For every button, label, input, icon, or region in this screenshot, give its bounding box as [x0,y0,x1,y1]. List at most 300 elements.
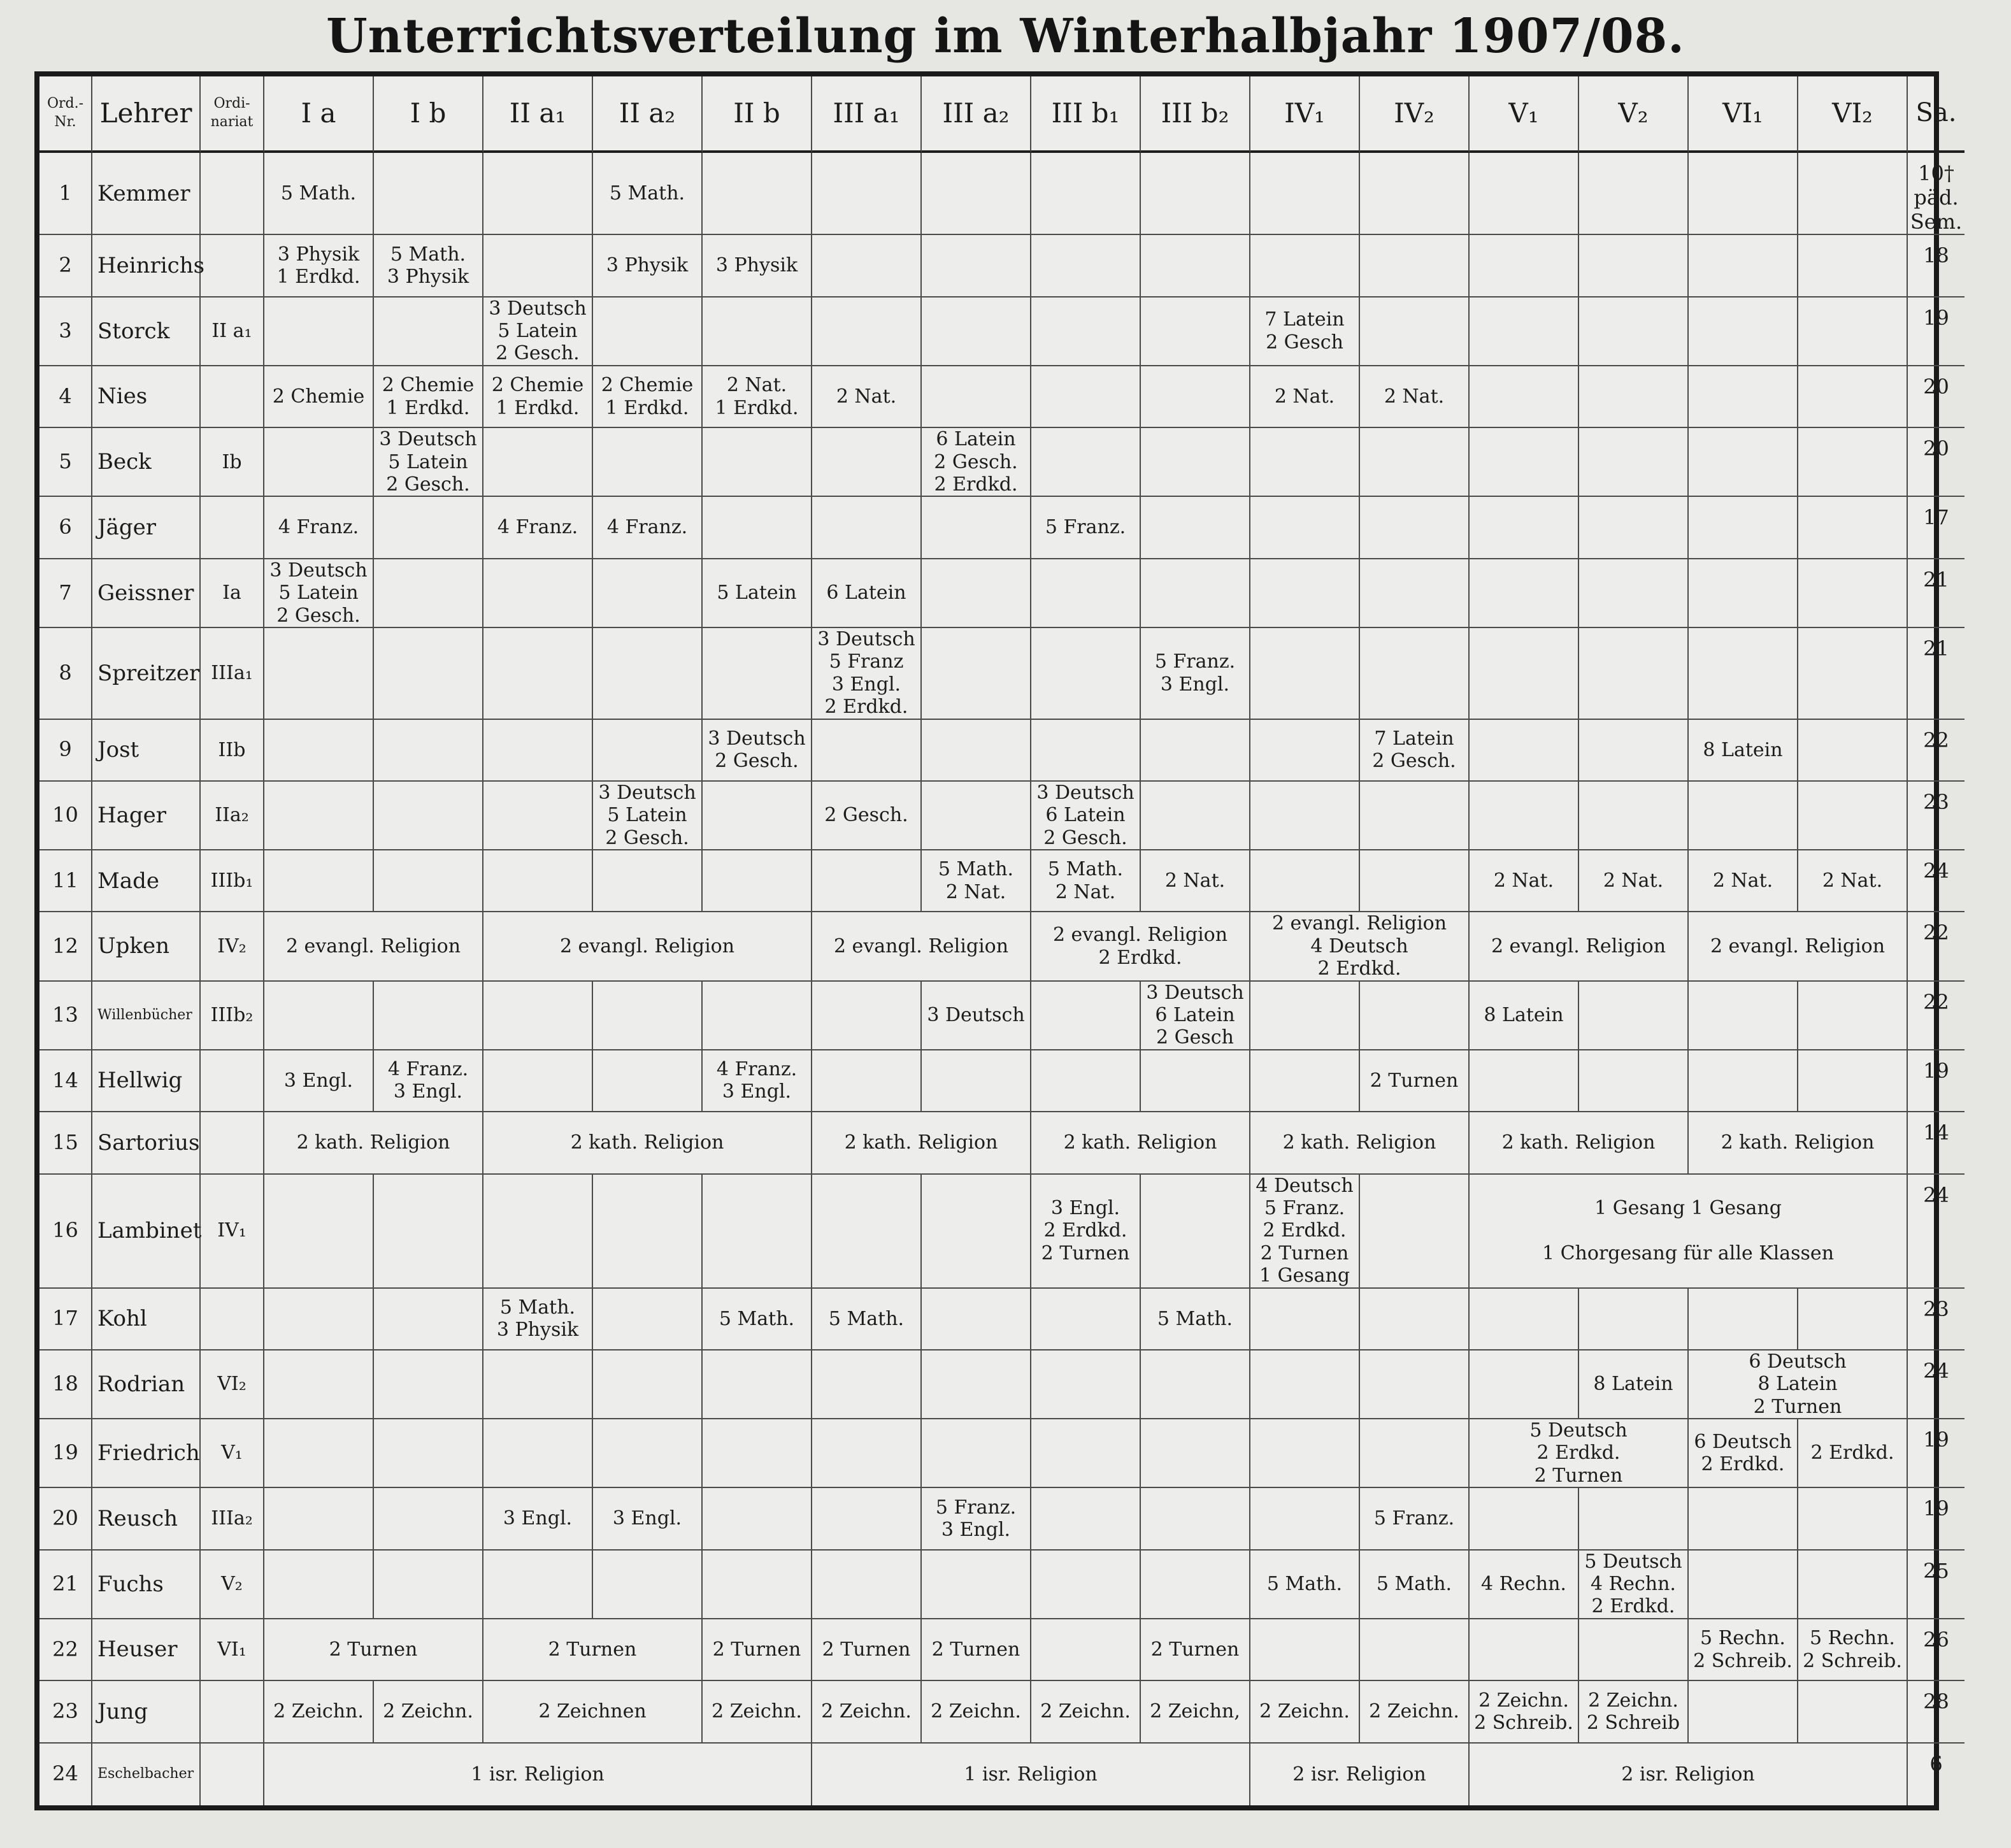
ordinariat [201,1112,264,1174]
empty-cell [812,297,922,366]
empty-cell [1250,497,1360,559]
empty-cell [483,428,593,497]
lesson-cell: 2 Turnen [812,1619,922,1681]
empty-cell [1470,366,1579,428]
empty-cell [1250,1350,1360,1419]
empty-cell [593,982,703,1050]
lesson-cell: 2 Turnen [1141,1619,1250,1681]
empty-cell [1579,1289,1689,1350]
lesson-cell: 3 Deutsch 5 Latein 2 Gesch. [483,297,593,366]
empty-cell [1579,428,1689,497]
empty-cell [1470,1289,1579,1350]
lesson-cell: 2 Zeichnen [483,1681,703,1743]
lesson-cell: 2 Nat. [1360,366,1470,428]
empty-cell [922,1551,1031,1619]
lesson-cell: 5 Franz. [1360,1488,1470,1550]
lesson-cell: 2 Zeichn. [922,1681,1031,1743]
empty-cell [264,850,374,912]
lesson-cell: 2 Turnen [264,1619,483,1681]
ordinariat [201,1050,264,1112]
empty-cell [922,497,1031,559]
lesson-cell: 2 Nat. [1689,850,1798,912]
ordinariat [201,153,264,235]
row-number: 13 [39,982,92,1050]
empty-cell [1031,1050,1141,1112]
lesson-cell: 2 Zeichn. 2 Schreib. [1470,1681,1579,1743]
lesson-cell: 5 Math. [264,153,374,235]
empty-cell [703,428,812,497]
empty-cell [1689,497,1798,559]
lesson-cell: 5 Math. [593,153,703,235]
lesson-cell: 3 Deutsch 5 Latein 2 Gesch. [374,428,483,497]
header-cell: II a₂ [593,76,703,153]
lesson-cell: 4 Franz. 3 Engl. [703,1050,812,1112]
empty-cell [1360,1289,1470,1350]
header-cell: Ord.- Nr. [39,76,92,153]
ordinariat: IIIa₁ [201,628,264,720]
empty-cell [593,1050,703,1112]
empty-cell [1470,782,1579,850]
lesson-cell: 2 Zeichn. [264,1681,374,1743]
empty-cell [812,153,922,235]
empty-cell [1798,628,1908,720]
empty-cell [483,235,593,297]
teacher-name: Storck [92,297,201,366]
lesson-cell: 4 Franz. [593,497,703,559]
lesson-cell: 2 isr. Religion [1250,1744,1470,1805]
empty-cell [1031,297,1141,366]
lesson-cell: 5 Rechn. 2 Schreib. [1689,1619,1798,1681]
empty-cell [1579,1488,1689,1550]
lesson-cell: 3 Deutsch 6 Latein 2 Gesch [1141,982,1250,1050]
empty-cell [1360,1175,1470,1289]
ordinariat: VI₁ [201,1619,264,1681]
empty-cell [1031,559,1141,628]
empty-cell [1250,782,1360,850]
empty-cell [374,1175,483,1289]
row-number: 2 [39,235,92,297]
empty-cell [1141,1050,1250,1112]
empty-cell [812,428,922,497]
empty-cell [593,628,703,720]
empty-cell [483,1050,593,1112]
empty-cell [264,628,374,720]
empty-cell [374,782,483,850]
empty-cell [1141,720,1250,782]
schedule-table [34,71,1963,1810]
lesson-cell: 5 Franz. 3 Engl. [922,1488,1031,1550]
empty-cell [1470,235,1579,297]
lesson-cell: 2 Zeichn. [374,1681,483,1743]
lesson-cell: 5 Math. [812,1289,922,1350]
empty-cell [1470,1488,1579,1550]
row-sum: 17 [1908,497,1964,559]
empty-cell [1579,982,1689,1050]
empty-cell [1689,559,1798,628]
row-number: 10 [39,782,92,850]
lesson-cell: 3 Engl. [593,1488,703,1550]
empty-cell [703,782,812,850]
lesson-cell: 2 evangl. Religion [1689,912,1908,981]
empty-cell [1579,1050,1689,1112]
header-cell: Sa. [1908,76,1964,153]
empty-cell [703,1350,812,1419]
header-cell: III b₂ [1141,76,1250,153]
teacher-name: Rodrian [92,1350,201,1419]
row-sum: 20 [1908,428,1964,497]
empty-cell [1798,153,1908,235]
empty-cell [1689,1050,1798,1112]
lesson-cell: 3 Engl. [483,1488,593,1550]
row-number: 11 [39,850,92,912]
empty-cell [374,850,483,912]
empty-cell [1031,1551,1141,1619]
empty-cell [483,782,593,850]
lesson-cell: 1 Gesang 1 Gesang 1 Chorgesang für alle Klassen [1470,1175,1908,1289]
empty-cell [1360,628,1470,720]
row-number: 21 [39,1551,92,1619]
empty-cell [264,1488,374,1550]
lesson-cell: 5 Deutsch 2 Erdkd. 2 Turnen [1470,1419,1689,1488]
row-sum: 24 [1908,1350,1964,1419]
teacher-name: Jost [92,720,201,782]
lesson-cell: 2 Erdkd. [1798,1419,1908,1488]
teacher-name: Beck [92,428,201,497]
empty-cell [1141,1551,1250,1619]
empty-cell [1689,428,1798,497]
empty-cell [264,1289,374,1350]
lesson-cell: 2 kath. Religion [1689,1112,1908,1174]
empty-cell [1141,1350,1250,1419]
ordinariat: II a₁ [201,297,264,366]
lesson-cell: 3 Deutsch [922,982,1031,1050]
lesson-cell: 5 Franz. 3 Engl. [1141,628,1250,720]
empty-cell [1360,428,1470,497]
empty-cell [1031,428,1141,497]
row-number: 8 [39,628,92,720]
lesson-cell: 5 Math. 3 Physik [374,235,483,297]
empty-cell [1798,1289,1908,1350]
lesson-cell: 2 Turnen [703,1619,812,1681]
ordinariat [201,497,264,559]
row-sum: 23 [1908,782,1964,850]
lesson-cell: 2 Nat. [1798,850,1908,912]
empty-cell [812,720,922,782]
lesson-cell: 2 evangl. Religion [264,912,483,981]
lesson-cell: 2 Nat. [812,366,922,428]
ordinariat: VI₂ [201,1350,264,1419]
empty-cell [1798,1681,1908,1743]
empty-cell [703,1551,812,1619]
empty-cell [1141,559,1250,628]
lesson-cell: 7 Latein 2 Gesch. [1360,720,1470,782]
ordinariat: V₁ [201,1419,264,1488]
lesson-cell: 8 Latein [1579,1350,1689,1419]
teacher-name: Made [92,850,201,912]
empty-cell [1250,628,1360,720]
ordinariat [201,235,264,297]
empty-cell [483,1175,593,1289]
header-cell: V₂ [1579,76,1689,153]
empty-cell [703,1488,812,1550]
empty-cell [1141,297,1250,366]
empty-cell [1031,628,1141,720]
row-sum: 26 [1908,1619,1964,1681]
lesson-cell: 3 Engl. 2 Erdkd. 2 Turnen [1031,1175,1141,1289]
empty-cell [1470,153,1579,235]
empty-cell [703,982,812,1050]
empty-cell [483,628,593,720]
row-number: 22 [39,1619,92,1681]
empty-cell [1250,1488,1360,1550]
lesson-cell: 2 Zeichn, [1141,1681,1250,1743]
empty-cell [1798,235,1908,297]
empty-cell [483,1419,593,1488]
empty-cell [703,850,812,912]
empty-cell [1031,720,1141,782]
lesson-cell: 5 Math. [1360,1551,1470,1619]
lesson-cell: 4 Rechn. [1470,1551,1579,1619]
lesson-cell: 5 Deutsch 4 Rechn. 2 Erdkd. [1579,1551,1689,1619]
empty-cell [1250,153,1360,235]
lesson-cell: 3 Deutsch 5 Latein 2 Gesch. [264,559,374,628]
empty-cell [374,720,483,782]
empty-cell [1689,982,1798,1050]
empty-cell [1031,1488,1141,1550]
empty-cell [374,1289,483,1350]
empty-cell [922,366,1031,428]
empty-cell [264,1419,374,1488]
header-cell: III a₂ [922,76,1031,153]
empty-cell [483,850,593,912]
empty-cell [1689,235,1798,297]
empty-cell [1579,782,1689,850]
lesson-cell: 2 kath. Religion [1250,1112,1470,1174]
lesson-cell: 2 Nat. [1250,366,1360,428]
empty-cell [703,297,812,366]
empty-cell [1470,720,1579,782]
empty-cell [1360,1619,1470,1681]
lesson-cell: 4 Franz. [264,497,374,559]
empty-cell [1579,628,1689,720]
lesson-cell: 2 Zeichn. [1250,1681,1360,1743]
lesson-cell: 5 Math. [1250,1551,1360,1619]
row-number: 9 [39,720,92,782]
empty-cell [922,782,1031,850]
empty-cell [812,1050,922,1112]
empty-cell [483,1350,593,1419]
lesson-cell: 2 evangl. Religion [1470,912,1689,981]
empty-cell [1798,366,1908,428]
empty-cell [1798,497,1908,559]
lesson-cell: 3 Engl. [264,1050,374,1112]
empty-cell [374,628,483,720]
lesson-cell: 1 isr. Religion [812,1744,1250,1805]
empty-cell [1798,1050,1908,1112]
empty-cell [1250,720,1360,782]
lesson-cell: 5 Math. 3 Physik [483,1289,593,1350]
empty-cell [1031,1619,1141,1681]
empty-cell [1798,1551,1908,1619]
empty-cell [703,628,812,720]
lesson-cell: 2 Zeichn. [1031,1681,1141,1743]
empty-cell [922,1175,1031,1289]
row-sum: 23 [1908,1289,1964,1350]
page-title: Unterrichtsverteilung im Winterhalbjahr 1907/08. [326,9,1685,64]
lesson-cell: 6 Deutsch 2 Erdkd. [1689,1419,1798,1488]
empty-cell [1250,982,1360,1050]
empty-cell [1031,235,1141,297]
empty-cell [1360,1419,1470,1488]
empty-cell [1798,559,1908,628]
empty-cell [264,428,374,497]
lesson-cell: 2 evangl. Religion 2 Erdkd. [1031,912,1250,981]
empty-cell [922,1050,1031,1112]
empty-cell [1250,1289,1360,1350]
row-number: 16 [39,1175,92,1289]
empty-cell [1031,153,1141,235]
row-number: 20 [39,1488,92,1550]
empty-cell [483,153,593,235]
lesson-cell: 3 Physik 1 Erdkd. [264,235,374,297]
empty-cell [1031,1350,1141,1419]
empty-cell [1689,1681,1798,1743]
lesson-cell: 2 evangl. Religion [812,912,1031,981]
row-number: 3 [39,297,92,366]
teacher-name: Nies [92,366,201,428]
lesson-cell: 3 Physik [593,235,703,297]
lesson-cell: 2 Nat. [1141,850,1250,912]
row-sum: 24 [1908,1175,1964,1289]
lesson-cell: 3 Deutsch 2 Gesch. [703,720,812,782]
lesson-cell: 5 Math. [703,1289,812,1350]
empty-cell [812,982,922,1050]
empty-cell [1250,1050,1360,1112]
empty-cell [1798,428,1908,497]
ordinariat: Ib [201,428,264,497]
empty-cell [1360,1350,1470,1419]
row-sum: 22 [1908,720,1964,782]
empty-cell [1470,428,1579,497]
teacher-name: Fuchs [92,1551,201,1619]
empty-cell [703,1419,812,1488]
empty-cell [1689,366,1798,428]
empty-cell [1579,235,1689,297]
row-number: 17 [39,1289,92,1350]
empty-cell [483,559,593,628]
teacher-name: Heuser [92,1619,201,1681]
row-number: 4 [39,366,92,428]
empty-cell [593,1551,703,1619]
empty-cell [1579,497,1689,559]
ordinariat: IV₁ [201,1175,264,1289]
teacher-name: Jung [92,1681,201,1743]
empty-cell [812,1488,922,1550]
lesson-cell: 2 evangl. Religion [483,912,812,981]
teacher-name: Upken [92,912,201,981]
lesson-cell: 3 Deutsch 5 Franz 3 Engl. 2 Erdkd. [812,628,922,720]
teacher-name: Willenbücher [92,982,201,1050]
empty-cell [1031,1289,1141,1350]
header-cell: II b [703,76,812,153]
teacher-name: Hellwig [92,1050,201,1112]
ordinariat: V₂ [201,1551,264,1619]
empty-cell [483,982,593,1050]
empty-cell [1141,497,1250,559]
row-sum: 19 [1908,1419,1964,1488]
empty-cell [1470,559,1579,628]
lesson-cell: 7 Latein 2 Gesch [1250,297,1360,366]
empty-cell [812,235,922,297]
lesson-cell: 2 evangl. Religion 4 Deutsch 2 Erdkd. [1250,912,1470,981]
empty-cell [264,782,374,850]
empty-cell [703,1175,812,1289]
teacher-name: Reusch [92,1488,201,1550]
empty-cell [1689,297,1798,366]
empty-cell [1579,559,1689,628]
empty-cell [1360,559,1470,628]
empty-cell [1798,782,1908,850]
ordinariat: IIb [201,720,264,782]
empty-cell [922,153,1031,235]
empty-cell [593,1350,703,1419]
ordinariat: IIa₂ [201,782,264,850]
lesson-cell: 3 Physik [703,235,812,297]
ordinariat [201,1681,264,1743]
teacher-name: Lambinet [92,1175,201,1289]
row-number: 1 [39,153,92,235]
teacher-name: Sartorius [92,1112,201,1174]
empty-cell [1141,366,1250,428]
lesson-cell: 5 Rechn. 2 Schreib. [1798,1619,1908,1681]
empty-cell [1141,1488,1250,1550]
empty-cell [1470,297,1579,366]
header-cell: I b [374,76,483,153]
empty-cell [812,497,922,559]
empty-cell [1031,1419,1141,1488]
empty-cell [593,1289,703,1350]
empty-cell [1689,1289,1798,1350]
empty-cell [374,1551,483,1619]
lesson-cell: 3 Deutsch 5 Latein 2 Gesch. [593,782,703,850]
lesson-cell: 4 Franz. 3 Engl. [374,1050,483,1112]
row-number: 23 [39,1681,92,1743]
empty-cell [1798,1488,1908,1550]
row-sum: 10† päd. Sem. [1908,153,1964,235]
teacher-name: Friedrich [92,1419,201,1488]
header-cell: IV₁ [1250,76,1360,153]
lesson-cell: 2 kath. Religion [1470,1112,1689,1174]
empty-cell [593,850,703,912]
row-sum: 19 [1908,1050,1964,1112]
empty-cell [1689,153,1798,235]
empty-cell [593,1175,703,1289]
header-cell: Ordi- nariat [201,76,264,153]
lesson-cell: 2 Chemie 1 Erdkd. [593,366,703,428]
lesson-cell: 2 kath. Religion [812,1112,1031,1174]
lesson-cell: 8 Latein [1689,720,1798,782]
teacher-name: Heinrichs [92,235,201,297]
empty-cell [264,1551,374,1619]
empty-cell [1470,497,1579,559]
empty-cell [922,1289,1031,1350]
header-cell: IV₂ [1360,76,1470,153]
row-number: 24 [39,1744,92,1805]
empty-cell [1579,720,1689,782]
empty-cell [1798,982,1908,1050]
row-sum: 18 [1908,235,1964,297]
empty-cell [1141,782,1250,850]
